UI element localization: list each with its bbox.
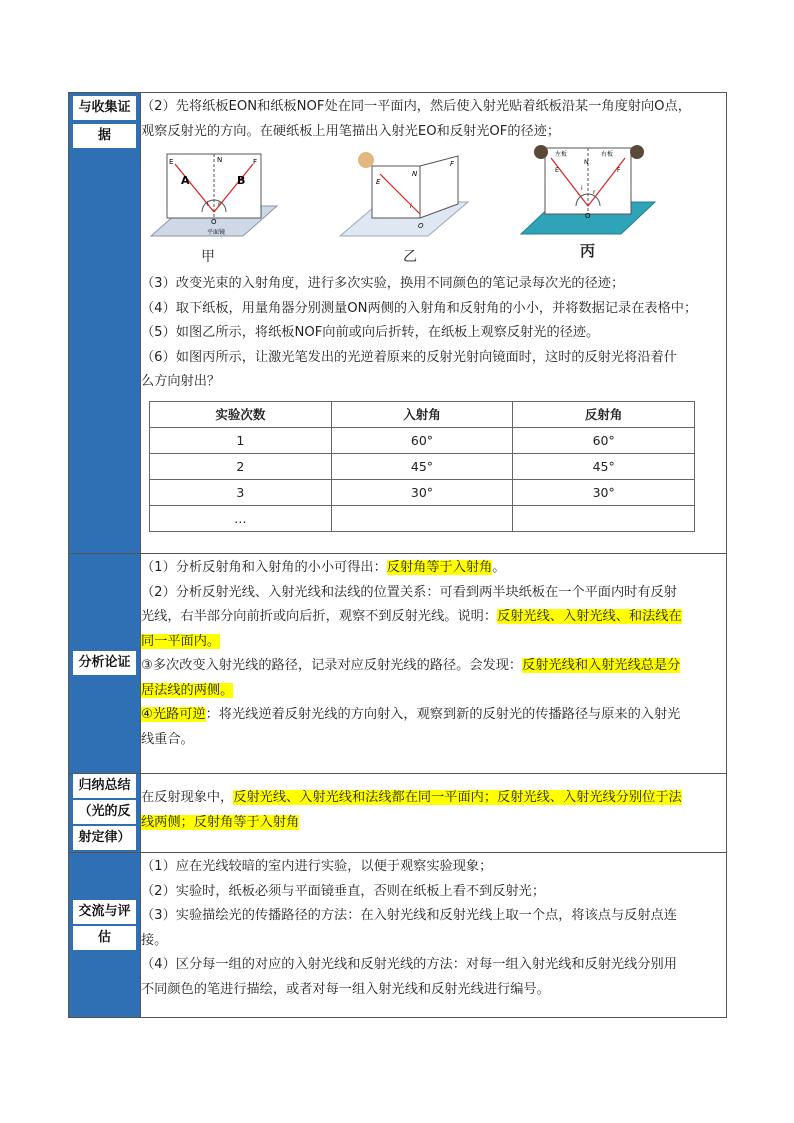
evaluation-2: （2）实验时，纸板必须与平面镜垂直，否则在纸板上看不到反射光； xyxy=(141,883,546,899)
data-table-header xyxy=(150,401,695,427)
content-cell xyxy=(141,853,727,1018)
row-analysis xyxy=(69,554,727,774)
label-cell xyxy=(69,774,141,853)
table-row xyxy=(150,453,695,479)
analysis-4-line-2: 线重合。 xyxy=(141,731,194,747)
label-cell xyxy=(69,853,141,1018)
analysis-2-line-1: （2）分析反射光线、入射光线和法线的位置关系：可看到两半块纸板在一个平面内时有反射 xyxy=(141,584,677,600)
figure-yi-label-i: i xyxy=(410,203,412,210)
section-label: 分析论证 xyxy=(73,651,136,675)
highlight: 反射角等于入射角 xyxy=(386,560,493,575)
figure-bing-label-n: N xyxy=(584,159,589,166)
row-collect-evidence xyxy=(69,93,727,554)
table-row xyxy=(150,479,695,505)
table-row xyxy=(150,505,695,531)
cell: 1 xyxy=(150,427,332,453)
figure-bing-label-right-board: 右板 xyxy=(601,151,614,158)
header-incidence: 入射角 xyxy=(331,401,513,427)
analysis-1 xyxy=(141,556,726,581)
step-6-line-1: （6）如图丙所示，让激光笔发出的光逆着原来的反射光射向镜面时，这时的反射光将沿着什 xyxy=(141,349,677,365)
figure-jia-label-mirror: 平面镜 xyxy=(207,229,226,236)
step-5: （5）如图乙所示，将纸板NOF向前或向后折转，在纸板上观察反射光的径迹。 xyxy=(141,325,600,340)
highlight: 反射光线和入射光线总是分 xyxy=(522,658,681,673)
highlight: 同一平面内。 xyxy=(141,633,221,649)
table-row xyxy=(150,427,695,453)
analysis-3-line-2 xyxy=(141,679,726,704)
data-table xyxy=(149,401,695,532)
cell: 30° xyxy=(513,479,695,505)
step-6-line-2: 么方向射出？ xyxy=(141,374,221,389)
figure-bing-caption: 丙 xyxy=(580,242,596,260)
highlight: 居法线的两侧。 xyxy=(141,682,234,698)
figure-yi-label-f: F xyxy=(450,160,455,168)
figure-yi-label-o: O xyxy=(418,222,424,230)
highlight: 反射光线、入射光线和法线都在同一平面内；反射光线、入射光线分别位于法 xyxy=(233,790,682,805)
figure-jia-label-b: B xyxy=(237,174,246,187)
header-trial: 实验次数 xyxy=(150,401,332,427)
section-label-1: 归纳总结 xyxy=(73,774,136,798)
cell: 2 xyxy=(150,453,332,479)
figure-yi-caption: 乙 xyxy=(403,249,417,265)
row-evaluation xyxy=(69,853,727,1018)
cell: … xyxy=(150,505,332,531)
analysis-2-line-2 xyxy=(141,605,726,630)
figure-jia-label-n: N xyxy=(217,156,223,164)
section-label-2: 估 xyxy=(73,926,136,950)
text: 在反射现象中， xyxy=(141,790,234,805)
text: 。 xyxy=(492,560,506,575)
figure-jia-label-e: E xyxy=(169,158,174,166)
content-cell xyxy=(141,93,727,554)
figure-jia-label-a: A xyxy=(181,174,190,187)
evaluation-4-line-1: （4）区分每一组的对应的入射光线和反射光线的方法：对每一组入射光线和反射光线分别用 xyxy=(141,957,677,972)
row-summary xyxy=(69,774,727,853)
figure-bing-label-o: O xyxy=(585,212,591,220)
figure-yi-diagram xyxy=(336,148,476,248)
content-cell xyxy=(141,554,727,774)
figure-jia-label-i: i xyxy=(207,201,209,208)
step-3: （3）改变光束的入射角度，进行多次实验，换用不同颜色的笔记录每次光的径迹； xyxy=(141,276,625,291)
highlight: 反射光线、入射光线、和法线在 xyxy=(497,609,682,624)
step-2-line-2: 观察反射光的方向。在硬纸板上用笔描出入射光EO和反射光OF的径迹； xyxy=(141,123,561,139)
figure-jia-diagram xyxy=(147,148,287,248)
text: （1）分析反射角和入射角的小小可得出： xyxy=(141,560,387,575)
label-cell xyxy=(69,93,141,554)
figure-jia-label-f: F xyxy=(253,158,258,166)
section-label-bottom: 据 xyxy=(73,124,136,148)
section-label-3: 射定律） xyxy=(73,826,136,850)
summary-line-1 xyxy=(141,786,726,811)
figure-jia-label-r: r xyxy=(218,201,221,208)
figure-yi-label-n: N xyxy=(412,170,418,178)
analysis-2-line-3 xyxy=(141,630,726,655)
figure-jia-label-o: O xyxy=(211,218,217,226)
figure-bing-label-r: r xyxy=(593,189,596,196)
section-label-2: （光的反 xyxy=(73,800,136,824)
content-cell xyxy=(141,774,727,853)
figure-bing-label-f: F xyxy=(617,167,621,174)
section-label-1: 交流与评 xyxy=(73,900,136,924)
figure-row xyxy=(141,144,726,266)
cell: 60° xyxy=(331,427,513,453)
figure-bing-diagram xyxy=(519,144,659,240)
evaluation-4-line-2: 不同颜色的笔进行描绘，或者对每一组入射光线和反射光线进行编号。 xyxy=(141,981,550,997)
cell xyxy=(513,505,695,531)
text: 光线，右半部分向前折或向后折，观察不到反射光线。说明： xyxy=(141,609,498,624)
cell: 60° xyxy=(513,427,695,453)
step-4: （4）取下纸板，用量角器分别测量ON两侧的入射角和反射角的小小，并将数据记录在表格中； xyxy=(141,300,698,316)
cell xyxy=(331,505,513,531)
label-cell xyxy=(69,554,141,774)
evaluation-3-line-1: （3）实验描绘光的传播路径的方法：在入射光线和反射光线上取一个点，将该点与反射点连 xyxy=(141,908,677,923)
evaluation-1: （1）应在光线较暗的室内进行实验，以便于观察实验现象； xyxy=(141,859,493,874)
highlight: 线两侧；反射角等于入射角 xyxy=(141,814,300,830)
section-label-top: 与收集证 xyxy=(73,96,136,120)
evaluation-3-line-2: 接。 xyxy=(141,932,168,948)
cell: 3 xyxy=(150,479,332,505)
summary-line-2 xyxy=(141,811,726,836)
cell: 45° xyxy=(513,453,695,479)
text: ：将光线逆着反射光线的方向射入，观察到新的反射光的传播路径与原来的入射光 xyxy=(205,707,681,722)
highlight: ④光路可逆 xyxy=(141,707,206,722)
analysis-3-line-1 xyxy=(141,654,726,679)
step-2-line-1: （2）先将纸板EON和纸板NOF处在同一平面内，然后使入射光贴着纸板沿某一角度射向O点， xyxy=(141,99,691,114)
analysis-4-line-1 xyxy=(141,703,726,728)
header-reflection: 反射角 xyxy=(513,401,695,427)
figure-jia-caption: 甲 xyxy=(201,249,215,265)
text: ③多次改变入射光线的路径，记录对应反射光线的路径。会发现： xyxy=(141,658,523,673)
lesson-table xyxy=(68,92,727,1018)
figure-bing-label-i: i xyxy=(581,185,583,192)
cell: 45° xyxy=(331,453,513,479)
figure-bing-label-left-board: 左板 xyxy=(555,151,568,158)
cell: 30° xyxy=(331,479,513,505)
figure-bing-label-e: E xyxy=(555,167,559,174)
figure-yi-label-e: E xyxy=(376,178,381,186)
